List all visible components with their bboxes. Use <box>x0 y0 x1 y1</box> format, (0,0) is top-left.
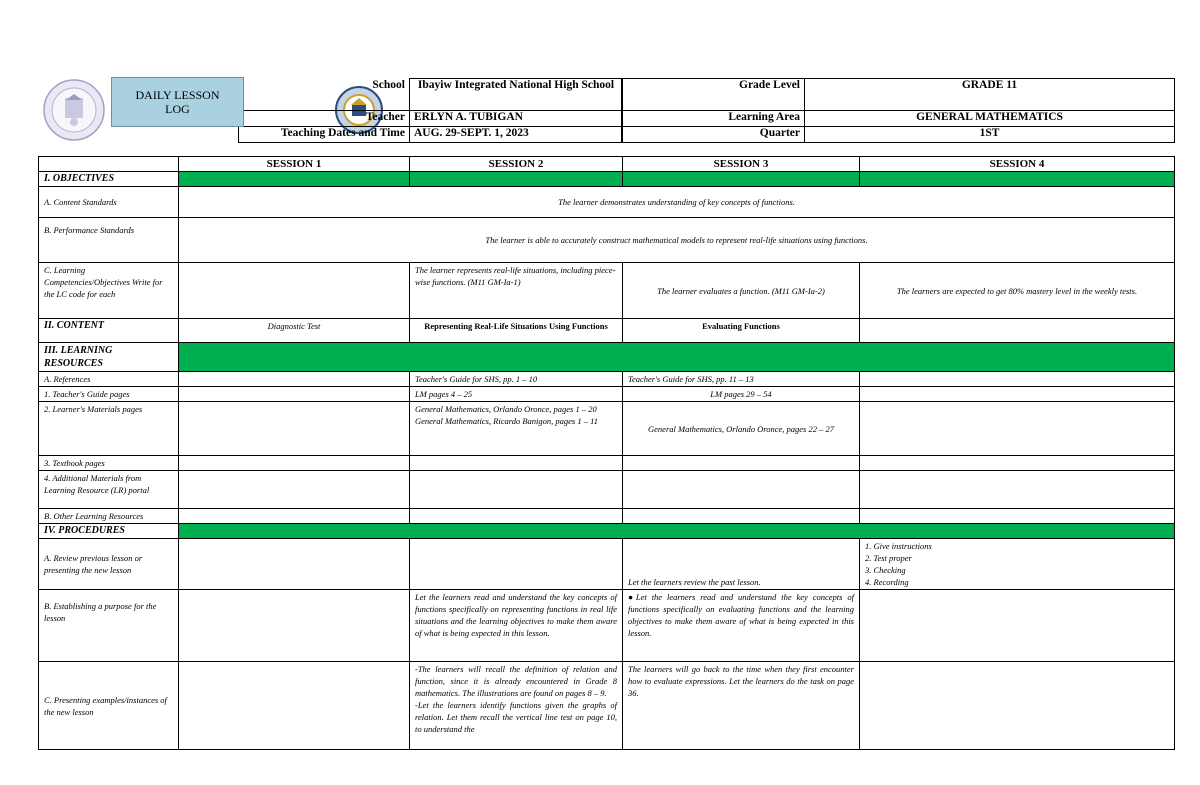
purpose-session-2: Let the learners read and understand the key concepts of functions specifically on representing functions in real life situations and the learning objectives to make them aware of what is being expected in this lesson. <box>410 590 623 662</box>
area-label: Learning Area <box>622 111 805 127</box>
lm-session-2 <box>410 402 623 456</box>
quarter-label: Quarter <box>622 127 805 143</box>
learners-materials-row <box>39 402 1175 456</box>
additional-materials-row <box>39 471 1175 509</box>
other-resources-row <box>39 509 1175 524</box>
competency-session-2: The learner represents real-life situations, including piece-wise functions. (M11 GM-Ia-1) <box>410 263 623 319</box>
references-session-1 <box>179 372 410 387</box>
presenting-session-2-item-2: -Let the learners identify functions given the graphs of relation. Let them recall the vertical line test on page 10, to understand the <box>415 700 617 734</box>
textbook-session-4 <box>860 456 1175 471</box>
resources-section-row <box>39 343 1175 372</box>
competency-session-1 <box>179 263 410 319</box>
additional-session-2 <box>410 471 623 509</box>
review-session-4 <box>860 539 1175 590</box>
teacher-label: Teacher <box>239 111 410 127</box>
review-session-3: Let the learners review the past lesson. <box>623 539 860 590</box>
additional-session-1 <box>179 471 410 509</box>
presenting-label: C. Presenting examples/instances of the new lesson <box>39 662 179 750</box>
references-session-4 <box>860 372 1175 387</box>
green-bar <box>860 172 1175 187</box>
competencies-row <box>39 263 1175 319</box>
review-step-4: 4. Recording <box>865 577 909 587</box>
blank-cell <box>39 157 179 172</box>
other-session-3 <box>623 509 860 524</box>
presenting-session-3: The learners will go back to the time when they first encounter how to evaluate expressions. Let the learners do the task on page 36. <box>623 662 860 750</box>
bullet-icon: ● <box>628 592 636 602</box>
procedures-label: IV. PROCEDURES <box>39 524 179 539</box>
review-session-1 <box>179 539 410 590</box>
tg-session-1 <box>179 387 410 402</box>
presenting-session-2-item-1: -The learners will recall the definition of relation and function, since it is already encountered in Grade 8 mathematics. The illustrations are found on pages 8 – 9. <box>415 664 617 698</box>
textbook-session-2 <box>410 456 623 471</box>
procedures-section-row <box>39 524 1175 539</box>
purpose-label: B. Establishing a purpose for the lesson <box>39 590 179 662</box>
green-bar <box>179 172 410 187</box>
performance-standards-value: The learner is able to accurately construct mathematical models to represent real-life situations using functions. <box>179 218 1175 263</box>
session-1-header: SESSION 1 <box>179 157 410 172</box>
content-session-2: Representing Real-Life Situations Using Functions <box>410 319 623 343</box>
objectives-section-row <box>39 172 1175 187</box>
additional-materials-label: 4. Additional Materials from Learning Resource (LR) portal <box>39 471 179 509</box>
grade-value: GRADE 11 <box>805 79 1175 111</box>
tg-session-3: LM pages 29 – 54 <box>623 387 860 402</box>
tg-session-2: LM pages 4 – 25 <box>410 387 623 402</box>
content-standards-label: A. Content Standards <box>39 187 179 218</box>
lm-session-2-item-2: General Mathematics, Ricardo Banigon, pages 1 – 11 <box>415 416 598 426</box>
green-bar <box>179 524 1175 539</box>
content-session-4 <box>860 319 1175 343</box>
presenting-row <box>39 662 1175 750</box>
competency-session-3: The learner evaluates a function. (M11 GM-Ia-2) <box>623 263 860 319</box>
review-label: A. Review previous lesson or presenting the new lesson <box>39 539 179 590</box>
additional-session-4 <box>860 471 1175 509</box>
content-session-3: Evaluating Functions <box>623 319 860 343</box>
green-bar <box>410 172 623 187</box>
lm-session-2-item-1: General Mathematics, Orlando Oronce, pages 1 – 20 <box>415 404 597 414</box>
review-session-2 <box>410 539 623 590</box>
header-info-left <box>238 78 623 143</box>
review-step-3: 3. Checking <box>865 565 906 575</box>
purpose-session-3-text: Let the learners read and understand the key concepts of functions specifically on evaluating functions and the learning objectives to make them aware of what is being expected in this lesson. <box>628 592 854 638</box>
deped-seal-logo <box>40 78 108 142</box>
content-session-1: Diagnostic Test <box>179 319 410 343</box>
objectives-label: I. OBJECTIVES <box>39 172 179 187</box>
lm-session-4 <box>860 402 1175 456</box>
lm-session-1 <box>179 402 410 456</box>
green-bar <box>179 343 1175 372</box>
competencies-label: C. Learning Competencies/Objectives Write for the LC code for each <box>39 263 179 319</box>
header-info-right <box>621 78 1175 143</box>
textbook-session-1 <box>179 456 410 471</box>
title-text: DAILY LESSON LOG <box>135 88 220 116</box>
presenting-session-4 <box>860 662 1175 750</box>
textbook-row <box>39 456 1175 471</box>
presenting-session-1 <box>179 662 410 750</box>
session-header-row <box>39 157 1175 172</box>
additional-session-3 <box>623 471 860 509</box>
lesson-log-table <box>38 156 1175 750</box>
session-4-header: SESSION 4 <box>860 157 1175 172</box>
review-step-1: 1. Give instructions <box>865 541 932 551</box>
session-3-header: SESSION 3 <box>623 157 860 172</box>
teachers-guide-label: 1. Teacher's Guide pages <box>39 387 179 402</box>
performance-standards-label: B. Performance Standards <box>39 218 179 263</box>
references-label: A. References <box>39 372 179 387</box>
daily-lesson-log-title <box>111 77 244 127</box>
learners-materials-label: 2. Learner's Materials pages <box>39 402 179 456</box>
purpose-session-4 <box>860 590 1175 662</box>
content-standards-value: The learner demonstrates understanding of key concepts of functions. <box>179 187 1175 218</box>
other-resources-label: B. Other Learning Resources <box>39 509 179 524</box>
quarter-value: 1ST <box>805 127 1175 143</box>
lm-session-3: General Mathematics, Orlando Oronce, pages 22 – 27 <box>623 402 860 456</box>
other-session-4 <box>860 509 1175 524</box>
dates-label: Teaching Dates and Time <box>239 127 410 143</box>
tg-session-4 <box>860 387 1175 402</box>
references-session-2: Teacher's Guide for SHS, pp. 1 – 10 <box>410 372 623 387</box>
teachers-guide-row <box>39 387 1175 402</box>
presenting-session-2 <box>410 662 623 750</box>
resources-label: III. LEARNING RESOURCES <box>39 343 179 372</box>
dates-value: AUG. 29-SEPT. 1, 2023 <box>410 127 623 143</box>
teacher-value: ERLYN A. TUBIGAN <box>410 111 623 127</box>
content-row <box>39 319 1175 343</box>
purpose-session-3 <box>623 590 860 662</box>
session-2-header: SESSION 2 <box>410 157 623 172</box>
school-value: Ibayiw Integrated National High School <box>410 79 623 111</box>
content-label: II. CONTENT <box>39 319 179 343</box>
performance-standards-row <box>39 218 1175 263</box>
school-label: School <box>239 79 410 111</box>
purpose-row <box>39 590 1175 662</box>
textbook-session-3 <box>623 456 860 471</box>
references-row <box>39 372 1175 387</box>
area-value: GENERAL MATHEMATICS <box>805 111 1175 127</box>
other-session-1 <box>179 509 410 524</box>
textbook-label: 3. Textbook pages <box>39 456 179 471</box>
references-session-3: Teacher's Guide for SHS, pp. 11 – 13 <box>623 372 860 387</box>
content-standards-row <box>39 187 1175 218</box>
other-session-2 <box>410 509 623 524</box>
grade-label: Grade Level <box>622 79 805 111</box>
green-bar <box>623 172 860 187</box>
review-row <box>39 539 1175 590</box>
competency-session-4: The learners are expected to get 80% mastery level in the weekly tests. <box>860 263 1175 319</box>
purpose-session-1 <box>179 590 410 662</box>
review-step-2: 2. Test proper <box>865 553 912 563</box>
